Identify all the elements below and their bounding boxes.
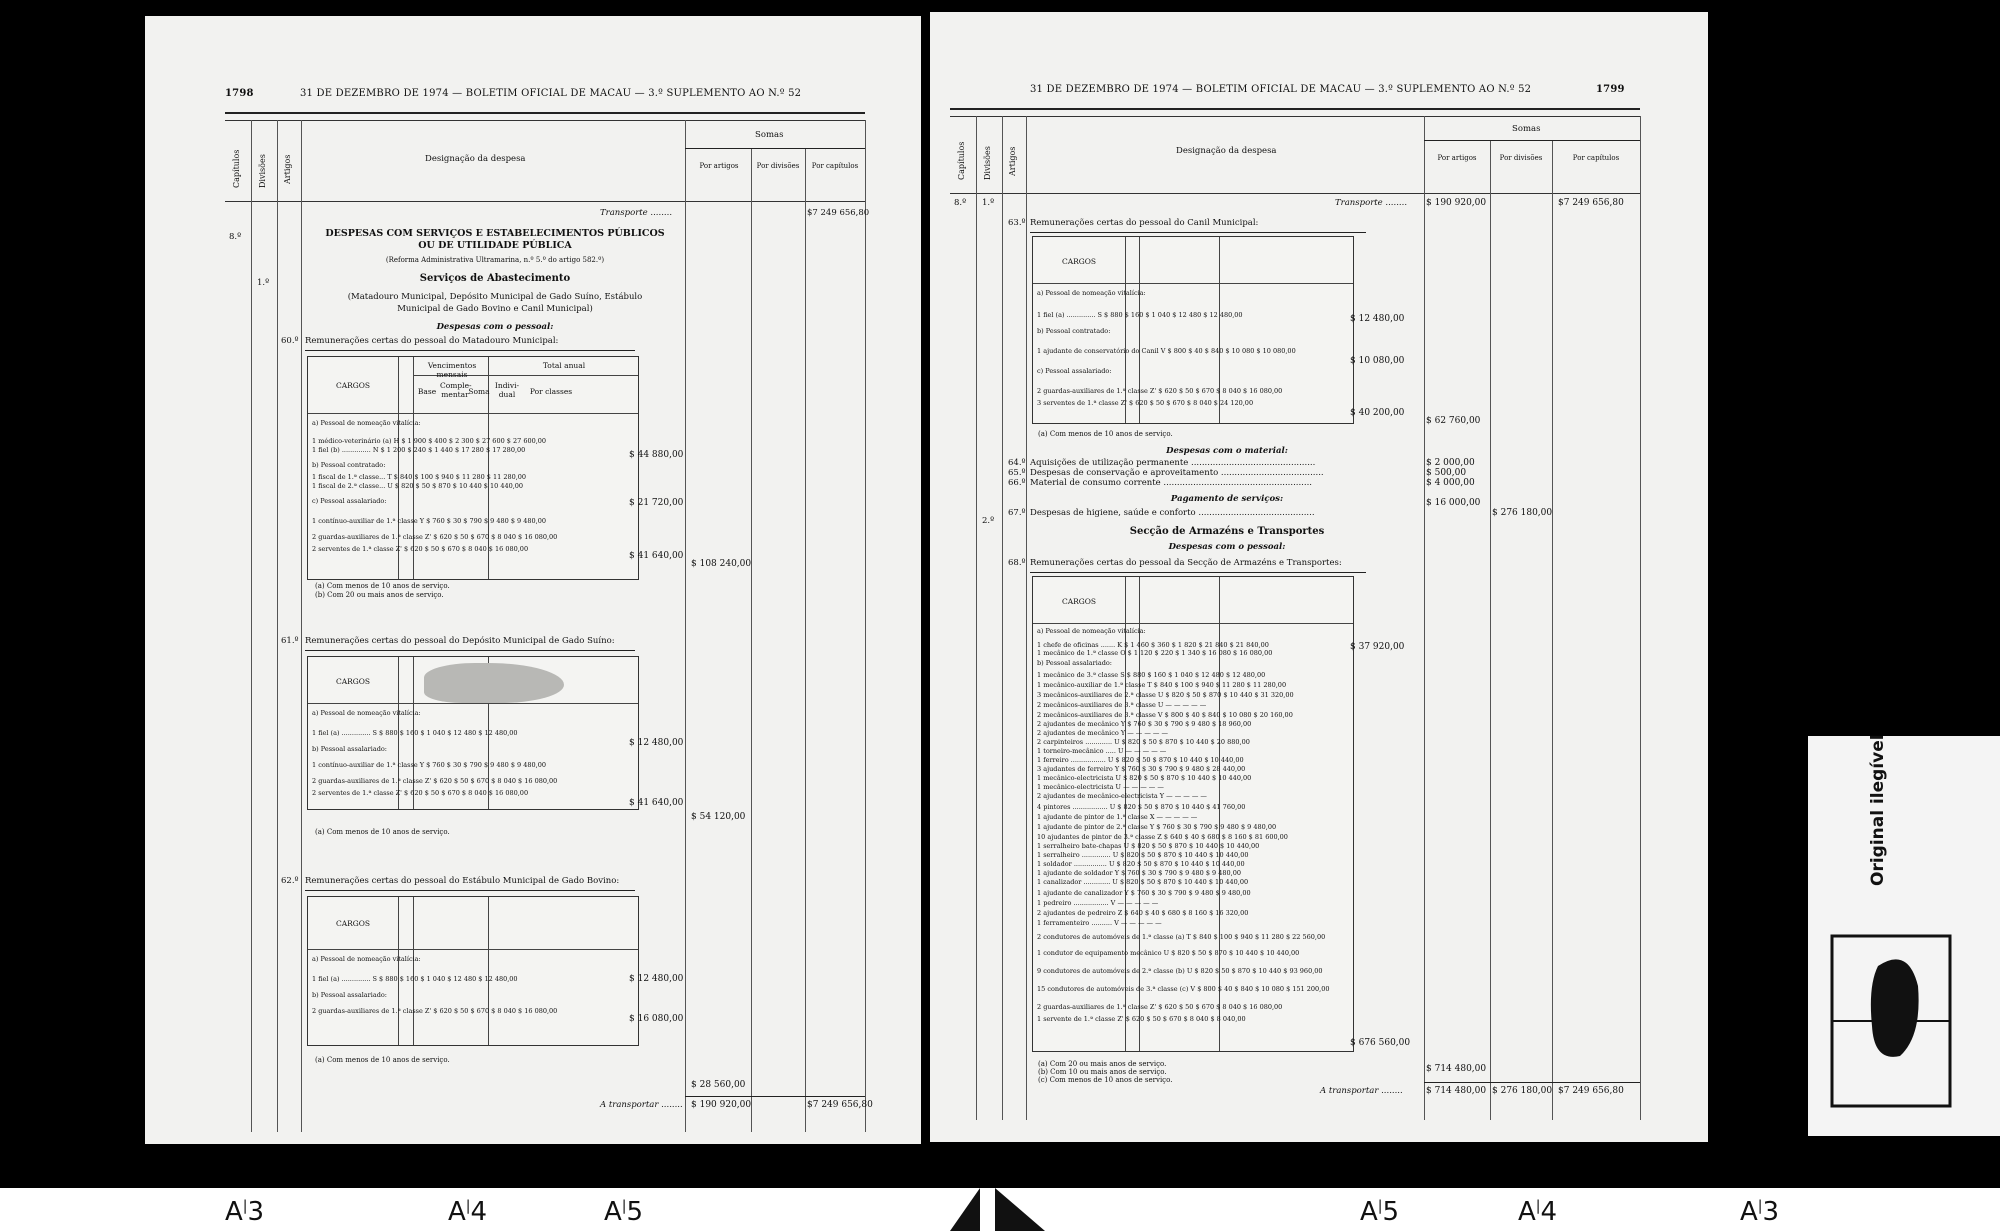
col-capitulos: Capítulos xyxy=(957,141,966,180)
table-row: 1 ajudante de pintor de 2.ª classe Y $ 760 $ 30 $ 790 $ 9 480 $ 9 480,00 xyxy=(1037,823,1277,831)
transporte-label: Transporte ........ xyxy=(600,208,673,218)
note: (a) Com menos de 10 anos de serviço. xyxy=(315,1056,450,1064)
table-row: 2 ajudantes de mecânico Y $ 760 $ 30 $ 790 $ 9 480 $ 18 960,00 xyxy=(1037,720,1252,728)
article-64-value: $ 2 000,00 xyxy=(1426,458,1475,468)
table-art63 xyxy=(1032,236,1354,424)
subtotal-b: $ 16 080,00 xyxy=(629,1014,684,1024)
division-2-number: 2.º xyxy=(982,516,995,526)
table-row: 1 condutor de equipamento mecânico U $ 820 $ 50 $ 870 $ 10 440 $ 10 440,00 xyxy=(1037,949,1300,957)
article-64-number: 64.º xyxy=(1008,458,1026,468)
article-61-title: Remunerações certas do pessoal do Depósito Municipal de Gado Suíno: xyxy=(305,636,615,646)
table-row: a) Pessoal de nomeação vitalícia: xyxy=(312,709,421,717)
table-row: 2 guardas-auxiliares de 1.ª classe Z' $ 620 $ 50 $ 670 $ 8 040 $ 16 080,00 xyxy=(312,1007,558,1015)
article-63-total: $ 62 760,00 xyxy=(1426,416,1481,426)
col-por-artigos: Por artigos xyxy=(699,162,739,170)
frame-mark: A|3 xyxy=(225,1197,265,1227)
article-61-total: $ 54 120,00 xyxy=(691,812,746,822)
note: (a) Com 20 ou mais anos de serviço. xyxy=(1038,1060,1167,1068)
table-row: a) Pessoal de nomeação vitalícia: xyxy=(1037,289,1146,297)
article-62-title: Remunerações certas do pessoal do Estábulo Municipal de Gado Bovino: xyxy=(305,876,620,886)
cargos-header: CARGOS xyxy=(335,677,371,686)
article-68-title: Remunerações certas do pessoal da Secção de Armazéns e Transportes: xyxy=(1030,558,1342,568)
article-65-number: 65.º xyxy=(1008,468,1026,478)
table-row: 1 torneiro-mecânico ..... U — — — — — xyxy=(1037,747,1167,755)
chapter-number: 8.º xyxy=(954,198,967,208)
article-63-title: Remunerações certas do pessoal do Canil Municipal: xyxy=(1030,218,1259,228)
article-64-title: Aquisições de utilização permanente .............................................. xyxy=(1030,458,1316,468)
table-row: 2 mecânicos-auxiliares de 3.ª classe V $ 800 $ 40 $ 840 $ 10 080 $ 20 160,00 xyxy=(1037,711,1293,719)
table-row: 1 mecânico-electricista U $ 820 $ 50 $ 870 $ 10 440 $ 10 440,00 xyxy=(1037,774,1252,782)
table-row: 1 serralheiro .............. U $ 820 $ 50 $ 870 $ 10 440 $ 10 440,00 xyxy=(1037,851,1249,859)
classes-header: Por classes xyxy=(529,387,573,396)
table-row: 2 serventes de 1.ª classe Z' $ 620 $ 50 $ 670 $ 8 040 $ 16 080,00 xyxy=(312,789,529,797)
page-number: 1798 xyxy=(225,88,254,99)
table-row: 2 guardas-auxiliares de 1.ª classe Z' $ 620 $ 50 $ 670 $ 8 040 $ 16 080,00 xyxy=(1037,1003,1283,1011)
pessoal-heading: Despesas com o pessoal: xyxy=(436,322,554,332)
table-row: 1 fiel (a) .............. S $ 880 $ 160 $ 1 040 $ 12 480 $ 12 480,00 xyxy=(312,975,518,983)
service-subtitle-1: (Matadouro Municipal, Depósito Municipal de Gado Suíno, Estábulo xyxy=(347,292,643,302)
section-2-title: Secção de Armazéns e Transportes xyxy=(1129,526,1325,537)
table-row: 1 canalizador ............. U $ 820 $ 50 $ 870 $ 10 440 $ 10 440,00 xyxy=(1037,878,1249,886)
section-title-2: OU DE UTILIDADE PÚBLICA xyxy=(418,240,572,251)
col-somas: Somas xyxy=(1512,124,1541,134)
service-title: Serviços de Abastecimento xyxy=(419,273,571,284)
damage-stain xyxy=(424,663,564,703)
table-row: 1 ajudante de pintor de 1.ª classe X — — — — — xyxy=(1037,813,1198,821)
frame-mark: A|5 xyxy=(1360,1197,1400,1227)
transporte-capitulos: $7 249 656,80 xyxy=(1558,198,1624,208)
division-number: 1.º xyxy=(982,198,995,208)
table-row: 1 fiel (a) .............. S $ 880 $ 160 $ 1 040 $ 12 480 $ 12 480,00 xyxy=(312,729,518,737)
article-67-title: Despesas de higiene, saúde e conforto ........................................... xyxy=(1030,508,1315,518)
article-68-number: 68.º xyxy=(1008,558,1026,568)
table-row: 1 serralheiro bate-chapas U $ 820 $ 50 $ 870 $ 10 440 $ 10 440,00 xyxy=(1037,842,1260,850)
table-row: 1 chefe de oficinas ....... K $ 1 460 $ 360 $ 1 820 $ 21 840 $ 21 840,00 xyxy=(1037,641,1269,649)
table-row: 1 mecânico de 3.ª classe S $ 880 $ 160 $ 1 040 $ 12 480 $ 12 480,00 xyxy=(1037,671,1266,679)
table-row: a) Pessoal de nomeação vitalícia: xyxy=(312,955,421,963)
cargos-header: CARGOS xyxy=(335,381,371,390)
subtotal-b: $ 21 720,00 xyxy=(629,498,684,508)
transportar-capitulos: $7 249 656,80 xyxy=(1558,1086,1624,1096)
article-62-total: $ 28 560,00 xyxy=(691,1080,746,1090)
col-por-divisoes: Por divisões xyxy=(1499,154,1543,162)
table-row: 1 fiel (a) .............. S $ 880 $ 160 $ 1 040 $ 12 480 $ 12 480,00 xyxy=(1037,311,1243,319)
note: (b) Com 20 ou mais anos de serviço. xyxy=(315,591,444,599)
subtotal-a: $ 12 480,00 xyxy=(1350,314,1405,324)
transportar-artigos: $ 190 920,00 xyxy=(691,1100,752,1110)
table-row: b) Pessoal assalariado: xyxy=(312,745,387,753)
header-rule xyxy=(225,112,865,114)
service-subtitle-2: Municipal de Gado Bovino e Canil Municipal) xyxy=(397,304,593,314)
article-66-value: $ 4 000,00 xyxy=(1426,478,1475,488)
col-divisoes: Divisões xyxy=(258,154,267,188)
table-row: 15 condutores de automóveis de 3.ª classe (c) V $ 800 $ 40 $ 840 $ 10 080 $ 151 200,00 xyxy=(1037,985,1330,993)
article-61-number: 61.º xyxy=(281,636,299,646)
indiv-header: Indivi-dual xyxy=(494,381,520,399)
table-row: 1 fiscal de 2.ª classe... U $ 820 $ 50 $ 870 $ 10 440 $ 10 440,00 xyxy=(312,482,524,490)
col-por-capitulos: Por capítulos xyxy=(1572,154,1620,162)
col-por-divisoes: Por divisões xyxy=(756,162,800,170)
total-header: Total anual xyxy=(542,361,586,370)
page-number: 1799 xyxy=(1596,84,1625,95)
frame-mark: A|5 xyxy=(604,1197,644,1227)
frame-mark: A|3 xyxy=(1740,1197,1780,1227)
frame-mark: A|4 xyxy=(1518,1197,1558,1227)
table-row: 2 ajudantes de pedreiro Z $ 640 $ 40 $ 680 $ 8 160 $ 16 320,00 xyxy=(1037,909,1249,917)
transporte-label: Transporte ........ xyxy=(1335,198,1408,208)
article-67-value: $ 16 000,00 xyxy=(1426,498,1481,508)
table-row: 1 servente de 1.ª classe Z' $ 620 $ 50 $ 670 $ 8 040 $ 8 040,00 xyxy=(1037,1015,1246,1023)
base-header: Base xyxy=(417,387,437,396)
cargos-header: CARGOS xyxy=(1061,257,1097,266)
col-designacao: Designação da despesa xyxy=(1176,146,1277,156)
table-row: b) Pessoal assalariado: xyxy=(312,991,387,999)
table-row: b) Pessoal contratado: xyxy=(1037,327,1111,335)
table-row: b) Pessoal contratado: xyxy=(312,461,386,469)
table-row: 2 condutores de automóveis de 1.ª classe (a) T $ 840 $ 100 $ 940 $ 11 280 $ 22 560,00 xyxy=(1037,933,1326,941)
subtotal-a: $ 12 480,00 xyxy=(629,974,684,984)
table-row: 2 mecânicos-auxiliares de 3.ª classe U — — — — — xyxy=(1037,701,1207,709)
illegible-icon xyxy=(1808,736,2000,1136)
table-row: 1 mecânico-auxiliar de 1.ª classe T $ 840 $ 100 $ 940 $ 11 280 $ 11 280,00 xyxy=(1037,681,1287,689)
col-capitulos: Capítulos xyxy=(232,149,241,188)
transportar-capitulos: $7 249 656,80 xyxy=(807,1100,873,1110)
table-row: 2 carpinteiros ............. U $ 820 $ 50 $ 870 $ 10 440 $ 20 880,00 xyxy=(1037,738,1250,746)
note: (a) Com menos de 10 anos de serviço. xyxy=(315,582,450,590)
subtotal-b: $ 41 640,00 xyxy=(629,798,684,808)
table-row: 10 ajudantes de pintor de 3.ª classe Z $ 640 $ 40 $ 680 $ 8 160 $ 81 600,00 xyxy=(1037,833,1288,841)
cargos-header: CARGOS xyxy=(335,919,371,928)
table-row: 2 serventes de 1.ª classe Z' $ 620 $ 50 $ 670 $ 8 040 $ 16 080,00 xyxy=(312,545,529,553)
transportar-artigos: $ 714 480,00 xyxy=(1426,1086,1487,1096)
illegible-label: Original ilegível xyxy=(1868,734,1888,886)
transporte-artigos: $ 190 920,00 xyxy=(1426,198,1487,208)
table-art62 xyxy=(307,896,639,1046)
col-por-artigos: Por artigos xyxy=(1437,154,1477,162)
table-row: 1 ajudante de soldador Y $ 760 $ 30 $ 790 $ 9 480 $ 9 480,00 xyxy=(1037,869,1241,877)
transportar-label: A transportar ........ xyxy=(600,1100,683,1110)
frame-mark: A|4 xyxy=(448,1197,488,1227)
table-row: c) Pessoal assalariado: xyxy=(312,497,387,505)
table-row: 1 mecânico-electricista U — — — — — xyxy=(1037,783,1164,791)
table-row: 1 fiscal de 1.ª classe... T $ 840 $ 100 $ 940 $ 11 280 $ 11 280,00 xyxy=(312,473,527,481)
table-art61 xyxy=(307,656,639,810)
table-row: 2 ajudantes de mecânico-electricista Y — — — — — xyxy=(1037,792,1207,800)
division-number: 1.º xyxy=(257,278,270,288)
table-row: c) Pessoal assalariado: xyxy=(1037,367,1112,375)
col-artigos: Artigos xyxy=(283,154,292,184)
division-total: $ 276 180,00 xyxy=(1492,508,1553,518)
subtotal-b: $ 676 560,00 xyxy=(1350,1038,1411,1048)
soma-header: Soma xyxy=(468,387,490,396)
page-header-title: 31 DE DEZEMBRO DE 1974 — BOLETIM OFICIAL DE MACAU — 3.º SUPLEMENTO AO N.º 52 xyxy=(1030,84,1532,95)
article-65-value: $ 500,00 xyxy=(1426,468,1467,478)
table-row: a) Pessoal de nomeação vitalícia: xyxy=(312,419,421,427)
col-artigos: Artigos xyxy=(1008,146,1017,176)
col-designacao: Designação da despesa xyxy=(425,154,526,164)
table-row: 2 guardas-auxiliares de 1.ª classe Z' $ 620 $ 50 $ 670 $ 8 040 $ 16 080,00 xyxy=(312,777,558,785)
table-row: 1 contínuo-auxiliar de 1.ª classe Y $ 760 $ 30 $ 790 $ 9 480 $ 9 480,00 xyxy=(312,517,547,525)
venc-header: Vencimentos mensais xyxy=(427,361,477,379)
subtotal-a: $ 12 480,00 xyxy=(629,738,684,748)
table-row: 3 ajudantes de ferreiro Y $ 760 $ 30 $ 790 $ 9 480 $ 28 440,00 xyxy=(1037,765,1246,773)
col-por-capitulos: Por capítulos xyxy=(811,162,859,170)
note: (c) Com menos de 10 anos de serviço. xyxy=(1038,1076,1173,1084)
pagamento-heading: Pagamento de serviços: xyxy=(1170,494,1284,504)
legal-reference: (Reforma Administrativa Ultramarina, n.º 5.º do artigo 582.º) xyxy=(385,256,605,264)
table-row: 1 pedreiro ................. V — — — — — xyxy=(1037,899,1159,907)
table-row: 1 médico-veterinário (a) H $ 1 900 $ 400 $ 2 300 $ 27 600 $ 27 600,00 xyxy=(312,437,547,445)
article-66-number: 66.º xyxy=(1008,478,1026,488)
table-row: 4 pintores ................. U $ 820 $ 50 $ 870 $ 10 440 $ 41 760,00 xyxy=(1037,803,1246,811)
pessoal-2-heading: Despesas com o pessoal: xyxy=(1168,542,1286,552)
material-heading: Despesas com o material: xyxy=(1166,446,1288,456)
article-66-title: Material de consumo corrente ....................................................... xyxy=(1030,478,1312,488)
table-row: 1 soldador ................ U $ 820 $ 50 $ 870 $ 10 440 $ 10 440,00 xyxy=(1037,860,1245,868)
article-60-title: Remunerações certas do pessoal do Matadouro Municipal: xyxy=(305,336,559,346)
header-rule xyxy=(950,108,1640,110)
subtotal-c: $ 40 200,00 xyxy=(1350,408,1405,418)
col-divisoes: Divisões xyxy=(983,146,992,180)
table-row: a) Pessoal de nomeação vitalícia: xyxy=(1037,627,1146,635)
article-62-number: 62.º xyxy=(281,876,299,886)
compl-header: Comple-mentar xyxy=(440,381,472,399)
table-row: 2 guardas-auxiliares de 1.ª classe Z' $ 620 $ 50 $ 670 $ 8 040 $ 16 080,00 xyxy=(312,533,558,541)
table-row: 3 mecânicos-auxiliares de 2.ª classe U $ 820 $ 50 $ 870 $ 10 440 $ 31 320,00 xyxy=(1037,691,1294,699)
col-somas: Somas xyxy=(755,130,784,140)
table-art60 xyxy=(307,356,639,580)
article-65-title: Despesas de conservação e aproveitamento ...................................... xyxy=(1030,468,1324,478)
article-60-number: 60.º xyxy=(281,336,299,346)
subtotal-a: $ 44 880,00 xyxy=(629,450,684,460)
subtotal-c: $ 41 640,00 xyxy=(629,551,684,561)
table-row: 2 ajudantes de mecânico Y — — — — — xyxy=(1037,729,1168,737)
table-row: 1 ajudante de canalizador Y $ 760 $ 30 $ 790 $ 9 480 $ 9 480,00 xyxy=(1037,889,1251,897)
table-row: b) Pessoal assalariado: xyxy=(1037,659,1112,667)
section-title-1: DESPESAS COM SERVIÇOS E ESTABELECIMENTOS PÚBLICOS xyxy=(325,228,665,239)
transportar-divisoes: $ 276 180,00 xyxy=(1492,1086,1553,1096)
page-header-title: 31 DE DEZEMBRO DE 1974 — BOLETIM OFICIAL DE MACAU — 3.º SUPLEMENTO AO N.º 52 xyxy=(300,88,802,99)
note: (b) Com 10 ou mais anos de serviço. xyxy=(1038,1068,1167,1076)
transportar-label: A transportar ........ xyxy=(1320,1086,1403,1096)
table-row: 1 contínuo-auxiliar de 1.ª classe Y $ 760 $ 30 $ 790 $ 9 480 $ 9 480,00 xyxy=(312,761,547,769)
table-row: 9 condutores de automóveis de 2.ª classe (b) U $ 820 $ 50 $ 870 $ 10 440 $ 93 960,00 xyxy=(1037,967,1323,975)
subtotal-b: $ 10 080,00 xyxy=(1350,356,1405,366)
table-row: 1 ajudante de conservatório do Canil V $ 800 $ 40 $ 840 $ 10 080 $ 10 080,00 xyxy=(1037,347,1296,355)
center-arrow-icon xyxy=(950,1188,1070,1231)
note: (a) Com menos de 10 anos de serviço. xyxy=(1038,430,1173,438)
transporte-value: $7 249 656,80 xyxy=(807,208,870,218)
note: (a) Com menos de 10 anos de serviço. xyxy=(315,828,450,836)
left-page xyxy=(145,16,921,1144)
right-page xyxy=(930,12,1708,1142)
article-68-total: $ 714 480,00 xyxy=(1426,1064,1487,1074)
table-row: 3 serventes de 1.ª classe Z' $ 620 $ 50 $ 670 $ 8 040 $ 24 120,00 xyxy=(1037,399,1254,407)
table-row: 1 mecânico de 1.ª classe O $ 1 120 $ 220 $ 1 340 $ 16 080 $ 16 080,00 xyxy=(1037,649,1273,657)
cargos-header: CARGOS xyxy=(1061,597,1097,606)
table-row: 1 ferreiro ................. U $ 820 $ 50 $ 870 $ 10 440 $ 10 440,00 xyxy=(1037,756,1244,764)
article-60-total: $ 108 240,00 xyxy=(691,559,752,569)
article-67-number: 67.º xyxy=(1008,508,1026,518)
illegible-stamp xyxy=(1808,736,2000,1136)
table-row: 2 guardas-auxiliares de 1.ª classe Z' $ 620 $ 50 $ 670 $ 8 040 $ 16 080,00 xyxy=(1037,387,1283,395)
table-row: 1 fiel (b) .............. N $ 1 200 $ 240 $ 1 440 $ 17 280 $ 17 280,00 xyxy=(312,446,526,454)
article-63-number: 63.º xyxy=(1008,218,1026,228)
subtotal-a: $ 37 920,00 xyxy=(1350,642,1405,652)
table-row: 1 ferramenteiro .......... V — — — — — xyxy=(1037,919,1162,927)
table-art68 xyxy=(1032,576,1354,1052)
chapter-number: 8.º xyxy=(229,232,242,242)
